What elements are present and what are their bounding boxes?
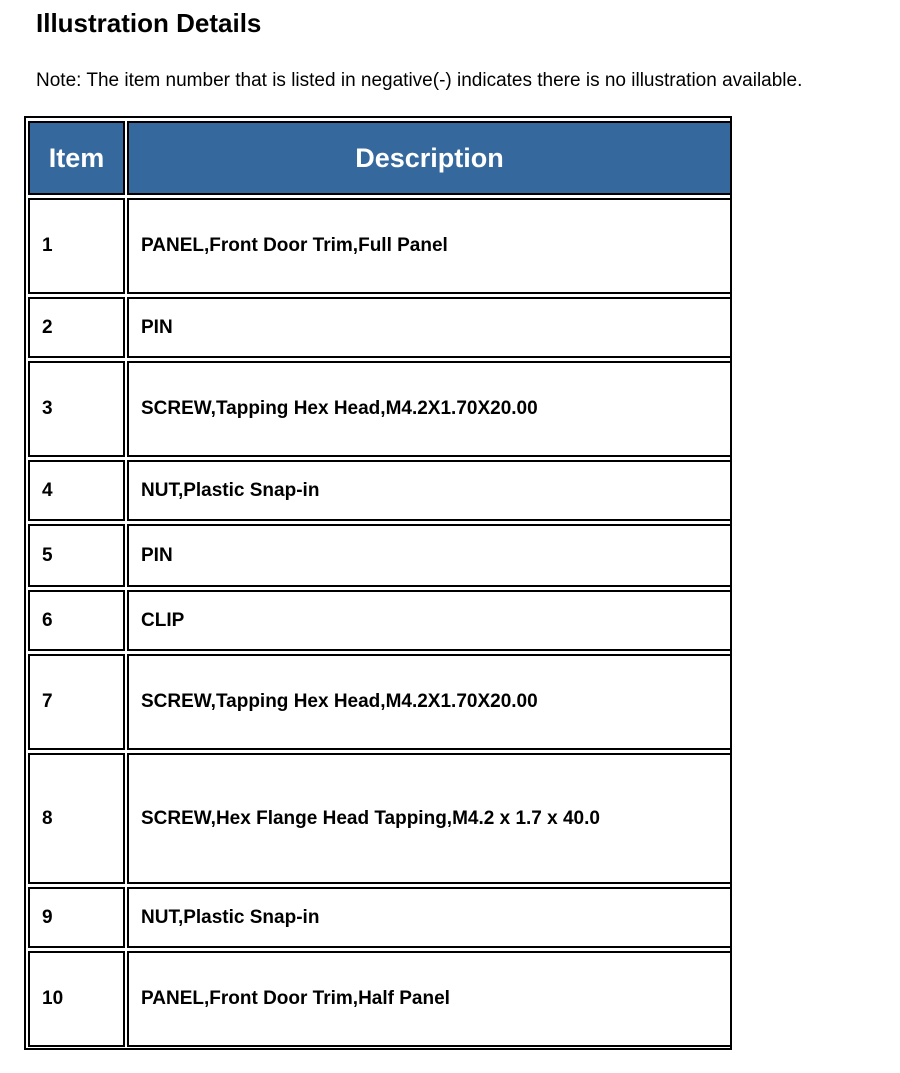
item-number-cell: 4 [28,460,125,521]
item-number-cell: 7 [28,654,125,750]
item-number-cell: 8 [28,753,125,884]
description-cell: PANEL,Front Door Trim,Half Panel [127,951,732,1047]
description-cell: PANEL,Front Door Trim,Full Panel [127,198,732,294]
header-item: Item [28,121,125,195]
description-cell: SCREW,Tapping Hex Head,M4.2X1.70X20.00 [127,654,732,750]
item-number-cell: 6 [28,590,125,651]
note-text: Note: The item number that is listed in negative(-) indicates there is no illustration available. [36,70,803,91]
description-cell: SCREW,Hex Flange Head Tapping,M4.2 x 1.7 x 40.0 [127,753,732,884]
item-number-cell: 1 [28,198,125,294]
page-title: Illustration Details [36,8,262,38]
description-cell: CLIP [127,590,732,651]
header-description: Description [127,121,732,195]
description-cell: SCREW,Tapping Hex Head,M4.2X1.70X20.00 [127,361,732,457]
description-cell: PIN [127,297,732,358]
item-number-cell: 3 [28,361,125,457]
item-number-cell: 9 [28,887,125,948]
description-cell: NUT,Plastic Snap-in [127,887,732,948]
description-cell: NUT,Plastic Snap-in [127,460,732,521]
item-number-cell: 5 [28,524,125,587]
item-number-cell: 10 [28,951,125,1047]
description-cell: PIN [127,524,732,587]
item-number-cell: 2 [28,297,125,358]
